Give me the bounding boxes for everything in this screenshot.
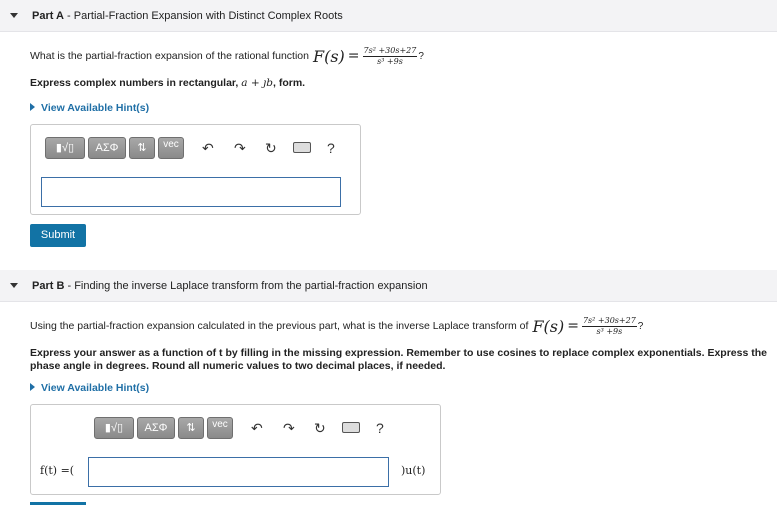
submit-button[interactable]: Submit xyxy=(30,224,86,247)
view-hints-link[interactable]: View Available Hint(s) xyxy=(30,382,149,394)
equation-lhs: f(t) =( xyxy=(40,464,75,477)
part-b-question xyxy=(30,313,643,339)
help-icon[interactable]: ? xyxy=(327,140,335,156)
expand-arrow-icon xyxy=(30,103,35,111)
keyboard-icon[interactable] xyxy=(293,142,311,153)
math-toolbar xyxy=(94,417,396,441)
part-b-answer-input[interactable] xyxy=(88,457,389,487)
collapse-arrow-icon[interactable] xyxy=(10,283,18,288)
part-a-title: Part A - Partial-Fraction Expansion with Distinct Complex Roots xyxy=(32,10,343,22)
templates-button[interactable]: ▮√▯ xyxy=(94,417,134,439)
equation-rhs: )u(t) xyxy=(401,464,426,477)
redo-icon[interactable]: ↷ xyxy=(283,420,295,436)
question-mark: ? xyxy=(418,50,424,62)
math-toolbar xyxy=(45,137,347,161)
expand-arrow-icon xyxy=(30,383,35,391)
function-name: F(s) xyxy=(313,46,345,66)
subscript-superscript-button[interactable]: ⇅ xyxy=(129,137,155,159)
part-b-title: Part B - Finding the inverse Laplace transform from the partial-fraction expansion xyxy=(32,280,428,292)
equals-sign: = xyxy=(567,318,579,334)
part-b-answer-panel xyxy=(30,404,441,495)
part-b-instruction: Express your answer as a function of t by filling in the missing expression. Remember to use cosines to replace complex exponentials. Express the phase angle in degrees. Round all numeric values to two decimal places, if needed. xyxy=(30,347,767,372)
undo-icon[interactable]: ↶ xyxy=(251,420,263,436)
greek-symbols-button[interactable]: ΑΣΦ xyxy=(88,137,126,159)
question-text: Using the partial-fraction expansion calculated in the previous part, what is the inverse Laplace transform of xyxy=(30,320,529,332)
view-hints-link[interactable]: View Available Hint(s) xyxy=(30,102,149,114)
function-name: F(s) xyxy=(532,316,565,336)
vector-button[interactable]: vec xyxy=(207,417,233,439)
fraction xyxy=(582,316,637,337)
fraction xyxy=(363,46,418,67)
part-a-answer-panel xyxy=(30,124,361,215)
part-a-header[interactable] xyxy=(0,0,777,32)
undo-icon[interactable]: ↶ xyxy=(202,140,214,156)
templates-button[interactable]: ▮√▯ xyxy=(45,137,85,159)
equals-sign: = xyxy=(347,48,360,64)
greek-symbols-button[interactable]: ΑΣΦ xyxy=(137,417,175,439)
help-icon[interactable]: ? xyxy=(376,420,384,436)
reset-icon[interactable]: ↻ xyxy=(314,420,326,436)
subscript-superscript-button[interactable]: ⇅ xyxy=(178,417,204,439)
collapse-arrow-icon[interactable] xyxy=(10,13,18,18)
denominator: s³ +9s xyxy=(377,56,403,66)
question-mark: ? xyxy=(637,320,644,332)
part-b-header[interactable] xyxy=(0,270,777,302)
denominator: s³ +9s xyxy=(596,326,623,336)
redo-icon[interactable]: ↷ xyxy=(234,140,246,156)
numerator: 7s² +30s+27 xyxy=(363,45,417,55)
part-a-instruction: Express complex numbers in rectangular, a + ȷb, form. xyxy=(30,77,306,89)
question-text: What is the partial-fraction expansion of the rational function xyxy=(30,50,309,62)
vector-button[interactable]: vec xyxy=(158,137,184,159)
part-a-question xyxy=(30,43,424,69)
part-a-answer-input[interactable] xyxy=(41,177,341,207)
numerator: 7s² +30s+27 xyxy=(582,315,636,325)
keyboard-icon[interactable] xyxy=(342,422,360,433)
reset-icon[interactable]: ↻ xyxy=(265,140,277,156)
